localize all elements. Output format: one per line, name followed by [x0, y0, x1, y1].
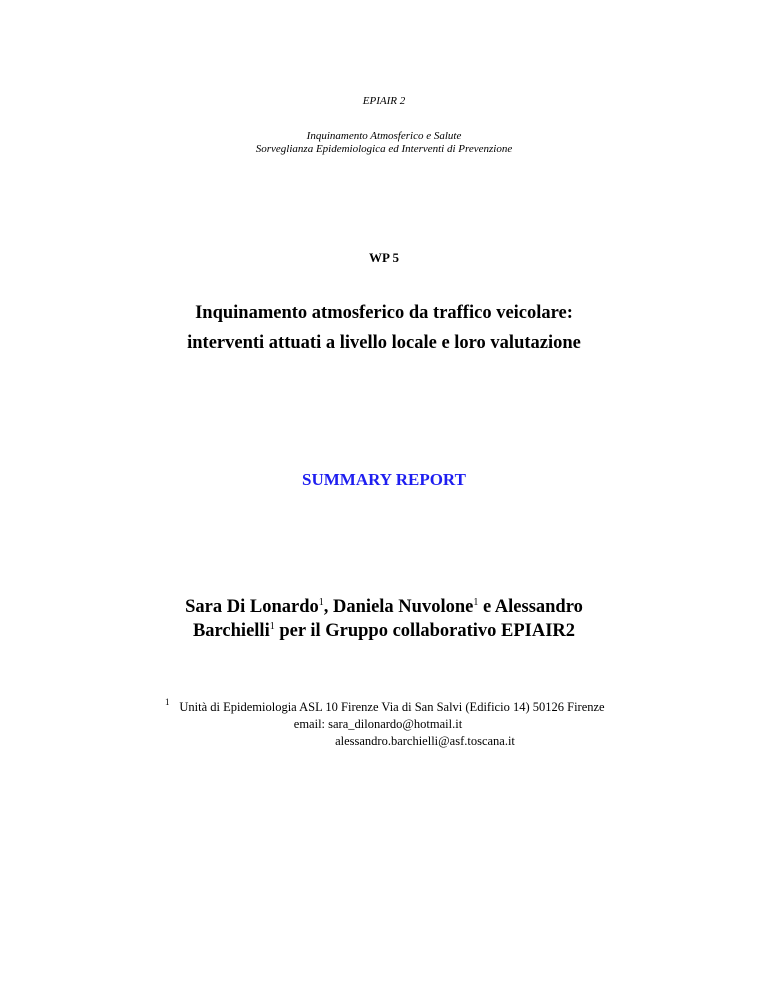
project-name: EPIAIR 2: [362, 95, 406, 107]
title-line2: interventi attuati a livello locale e loro valutazione: [187, 333, 581, 353]
author-separator: e Alessandro: [478, 597, 583, 617]
collaborative-group: per il Gruppo collaborativo EPIAIR2: [274, 621, 576, 641]
authors-line1: [0, 597, 768, 618]
author-name: Daniela Nuvolone: [333, 597, 474, 617]
affiliation-email-1: email: sara_dilonardo@hotmail.it: [293, 717, 463, 731]
affiliation-footnote-marker: 1: [165, 697, 170, 707]
author-name: Sara Di Lonardo: [185, 597, 319, 617]
author-separator: ,: [323, 597, 334, 617]
title-line1: Inquinamento atmosferico da traffico veicolare:: [195, 303, 573, 323]
affiliation-unit: Unità di Epidemiologia ASL 10 Firenze Via di San Salvi (Edificio 14) 50126 Firenze: [179, 700, 605, 714]
affiliation-marker: 1: [473, 596, 479, 608]
authors-line2: [0, 621, 768, 642]
project-subtitle-line2: Sorveglianza Epidemiologica ed Interventi di Prevenzione: [255, 143, 513, 155]
author-name: Barchielli: [192, 621, 270, 641]
summary-report-heading: SUMMARY REPORT: [302, 470, 466, 489]
project-subtitle-line1: Inquinamento Atmosferico e Salute: [306, 130, 462, 142]
affiliation-email-2: alessandro.barchielli@asf.toscana.it: [335, 734, 515, 748]
work-package-label: WP 5: [369, 250, 399, 265]
affiliation-marker: 1: [318, 596, 324, 608]
affiliation-marker: 1: [269, 620, 275, 632]
